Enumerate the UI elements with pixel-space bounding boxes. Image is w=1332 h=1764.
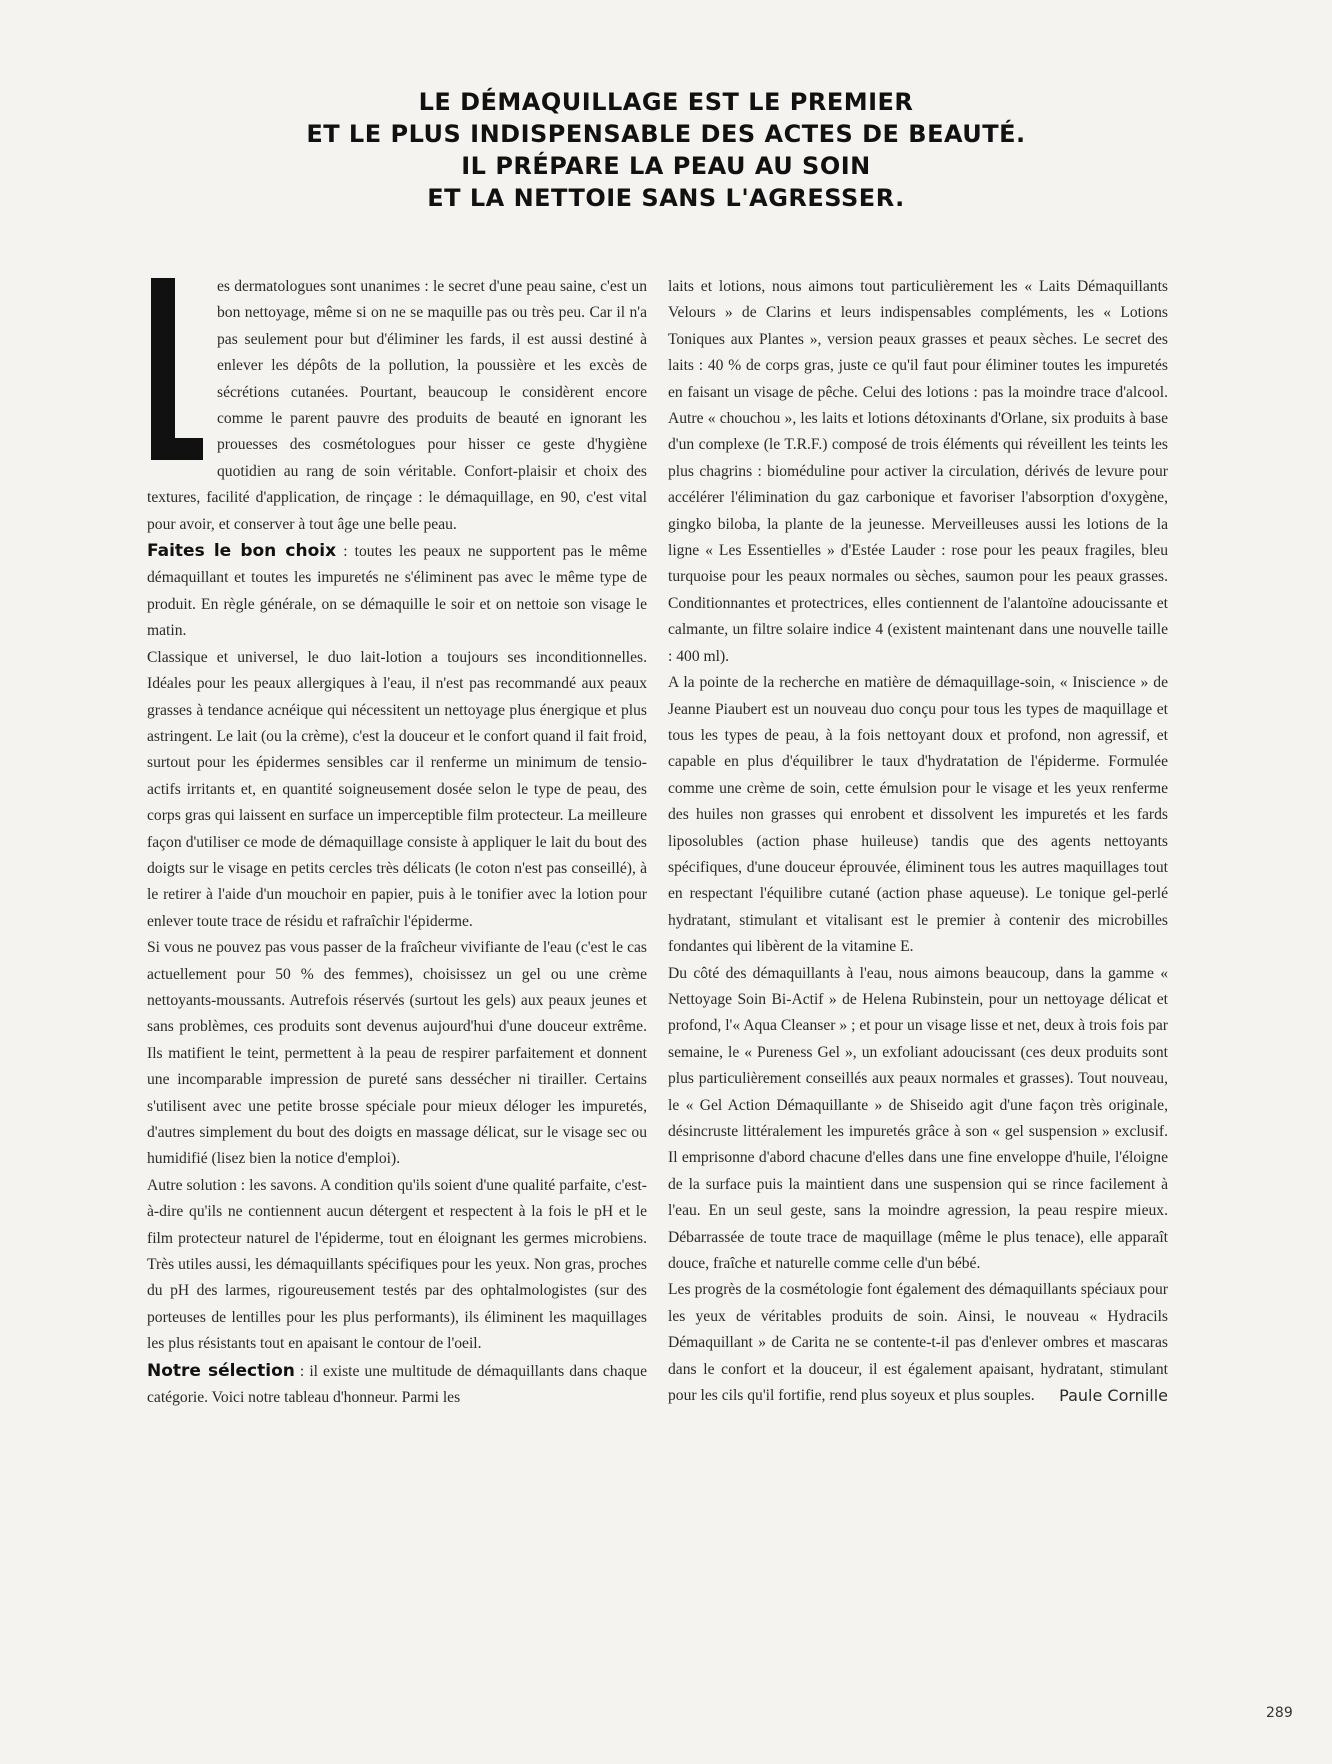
body-paragraph: Du côté des démaquillants à l'eau, nous aimons beaucoup, dans la gamme « Nettoyage Soin Bi-Actif » de Helena Rubinstein, pour un nettoyage délicat et profond, l'« Aqua Cleanser » ; et pour un visage lisse et net, deux à trois fois par semaine, le « Pureness Gel », un exfoliant adoucissant (ces deux produits sont plus particulièrement conseillés aux peaux normales et grasses). Tout nouveau, le « Gel Action Démaquillante » de Shiseido agit d'une façon très originale, désincruste littéralement les impuretés grâce à son « gel suspension » exclusif. Il emprisonne d'abord chacune d'elles dans une fine enveloppe d'huile, l'éloigne de la surface puis la maintient dans une suspension qui se rince facilement à l'eau. En un seul geste, sans la moindre agression, la peau respire mieux. Débarrassée de toute trace de maquillage (même le plus tenace), elle apparaît douce, fraîche et naturelle comme celle d'un bébé. xyxy=(668,964,1168,1273)
section-paragraph xyxy=(147,538,647,645)
section-lead: Faites le bon choix xyxy=(147,541,337,562)
intro-text: es dermatologues sont unanimes : le secret d'une peau saine, c'est un bon nettoyage, même si on ne se maquille pas ou très peu. Car il n'a pas seulement pour but d'éliminer les fards, il est aussi destiné à enlever les dépôts de la pollution, la poussière et les excès de sécrétions cutanées. Pourtant, beaucoup le considèrent encore comme le parent pauvre des produits de beauté en ignorant les prouesses des cosmétologues pour hisser ce geste d'hygiène quotidien au rang de soin véritable. Confort-plaisir et choix des textures, facilité d'application, de rinçage : le démaquillage, en 90, c'est vital pour avoir, et conserver à tout âge une belle peau. xyxy=(147,278,647,533)
section-lead: Notre sélection xyxy=(147,1360,295,1381)
article-column-right xyxy=(668,274,1168,1409)
article-column-left xyxy=(147,274,647,1411)
body-paragraph: A la pointe de la recherche en matière de démaquillage-soin, « Iniscience » de Jeanne Piaubert est un nouveau duo conçu pour tous les types de maquillage et tous les types de peau, à la fois nettoyant doux et profond, non agressif, et capable en plus d'équilibrer le taux d'hydratation de l'épiderme. Formulée comme une crème de soin, cette émulsion pour le visage et les yeux renferme des huiles non grasses qui enrobent et dissolvent les impuretés et les fards liposolubles (action phase huileuse) tandis que des agents nettoyants spécifiques, d'une douceur éprouvée, éliminent tous les autres maquillages tout en respectant l'équilibre cutané (action phase aqueuse). Le tonique gel-perlé hydratant, stimulant et vitalisant est le premier à contenir des microbilles fondantes qui libèrent de la vitamine E. xyxy=(668,674,1168,956)
headline xyxy=(200,86,1132,214)
page-number: 289 xyxy=(1266,1705,1293,1721)
headline-line: ET LE PLUS INDISPENSABLE DES ACTES DE BEAUTÉ. xyxy=(306,120,1026,148)
body-paragraph: Si vous ne pouvez pas vous passer de la fraîcheur vivifiante de l'eau (c'est le cas actuellement pour 50 % des femmes), choisissez un gel ou une crème nettoyants-moussants. Autrefois réservés (surtout les gels) aux peaux jeunes et sans problèmes, ces produits sont devenus aujourd'hui d'une douceur extrême. Ils matifient le teint, permettent à la peau de respirer parfaitement et donnent une incomparable impression de pureté sans dessécher ni tirailler. Certains s'utilisent avec une petite brosse spéciale pour mieux déloger les impuretés, d'autres simplement du bout des doigts en massage délicat, sur le visage sec ou humidifié (lisez bien la notice d'emploi). xyxy=(147,939,647,1168)
headline-line: IL PRÉPARE LA PEAU AU SOIN xyxy=(461,152,871,180)
body-paragraph: Classique et universel, le duo lait-lotion a toujours ses inconditionnelles. Idéales pour les peaux allergiques à l'eau, il n'est pas recommandé aux peaux grasses à tendance acnéique qui nécessitent un nettoyage plus énergique et plus astringent. Le lait (ou la crème), c'est la douceur et le confort quand il fait froid, surtout pour les épidermes sensibles car il renferme un minimum de tensio-actifs irritants et, en quantité soigneusement dosée selon le type de peau, des corps gras qui laissent en surface un imperceptible film protecteur. La meilleure façon d'utiliser ce mode de démaquillage consiste à appliquer le lait du bout des doigts sur le visage en petits cercles très délicats (le coton n'est pas conseillé), à le retirer à l'aide d'un mouchoir en papier, puis à le tonifier avec la lotion pour enlever toute trace de résidu et rafraîchir l'épiderme. xyxy=(147,648,647,930)
body-paragraph: laits et lotions, nous aimons tout particulièrement les « Laits Démaquillants Velours » de Clarins et leurs indispensables compléments, les « Lotions Toniques aux Plantes », version peaux grasses et peaux sèches. Le secret des laits : 40 % de corps gras, juste ce qu'il faut pour éliminer toutes les impuretés en faisant un visage de pêche. Celui des lotions : pas la moindre trace d'alcool. Autre « chouchou », les laits et lotions détoxinants d'Orlane, six produits à base d'un complexe (le T.R.F.) composé de trois éléments qui réveillent les teints les plus chagrins : bioméduline pour activer la circulation, dérivés de levure pour accélérer l'élimination du gaz carbonique et favoriser l'absorption d'oxygène, gingko biloba, la plante de la jeunesse. Merveilleuses aussi les lotions de la ligne « Les Essentielles » d'Estée Lauder : rose pour les peaux fragiles, bleu turquoise pour les peaux normales ou sèches, saumon pour les peaux grasses. Conditionnantes et protectrices, elles contiennent de l'alantoïne adoucissante et calmante, un filtre solaire indice 4 (existent maintenant dans une nouvelle taille : 400 ml). xyxy=(668,278,1168,665)
author-signature: Paule Cornille xyxy=(1059,1386,1168,1406)
headline-line: LE DÉMAQUILLAGE EST LE PREMIER xyxy=(418,88,914,116)
body-paragraph: Autre solution : les savons. A condition qu'ils soient d'une qualité parfaite, c'est-à-dire qu'ils ne contiennent aucun détergent et respectent à la fois le pH et le film protecteur naturel de l'épiderme, tout en éloignant les germes microbiens. Très utiles aussi, les démaquillants spécifiques pour les yeux. Non gras, proches du pH des larmes, rigoureusement testés par des ophtalmologistes (sur des porteuses de lentilles pour les plus performants), ils éliminent les maquillages les plus résistants tout en apaisant le contour de l'oeil. xyxy=(147,1176,647,1353)
section-text: : toutes les peaux ne supportent pas le même démaquillant et toutes les impuretés ne s'éliminent pas avec le même type de produit. En règle générale, on se démaquille le soir et on nettoie son visage le matin. xyxy=(147,543,647,640)
dropcap-letter xyxy=(147,278,203,460)
section-text: : il existe une multitude de démaquillants dans chaque catégorie. Voici notre tableau d'honneur. Parmi les xyxy=(147,1362,647,1407)
section-paragraph xyxy=(147,1358,647,1412)
headline-line: ET LA NETTOIE SANS L'AGRESSER. xyxy=(427,184,905,212)
body-paragraph xyxy=(668,1277,1168,1409)
body-text: Les progrès de la cosmétologie font également des démaquillants spéciaux pour les yeux de véritables produits de soin. Ainsi, le nouveau « Hydracils Démaquillant » de Carita ne se contente-t-il pas d'enlever ombres et mascaras dans le confort et la douceur, il est également apaisant, hydratant, stimulant pour les cils qu'il fortifie, rend plus soyeux et plus souples. xyxy=(668,1281,1168,1405)
intro-paragraph xyxy=(147,274,647,538)
